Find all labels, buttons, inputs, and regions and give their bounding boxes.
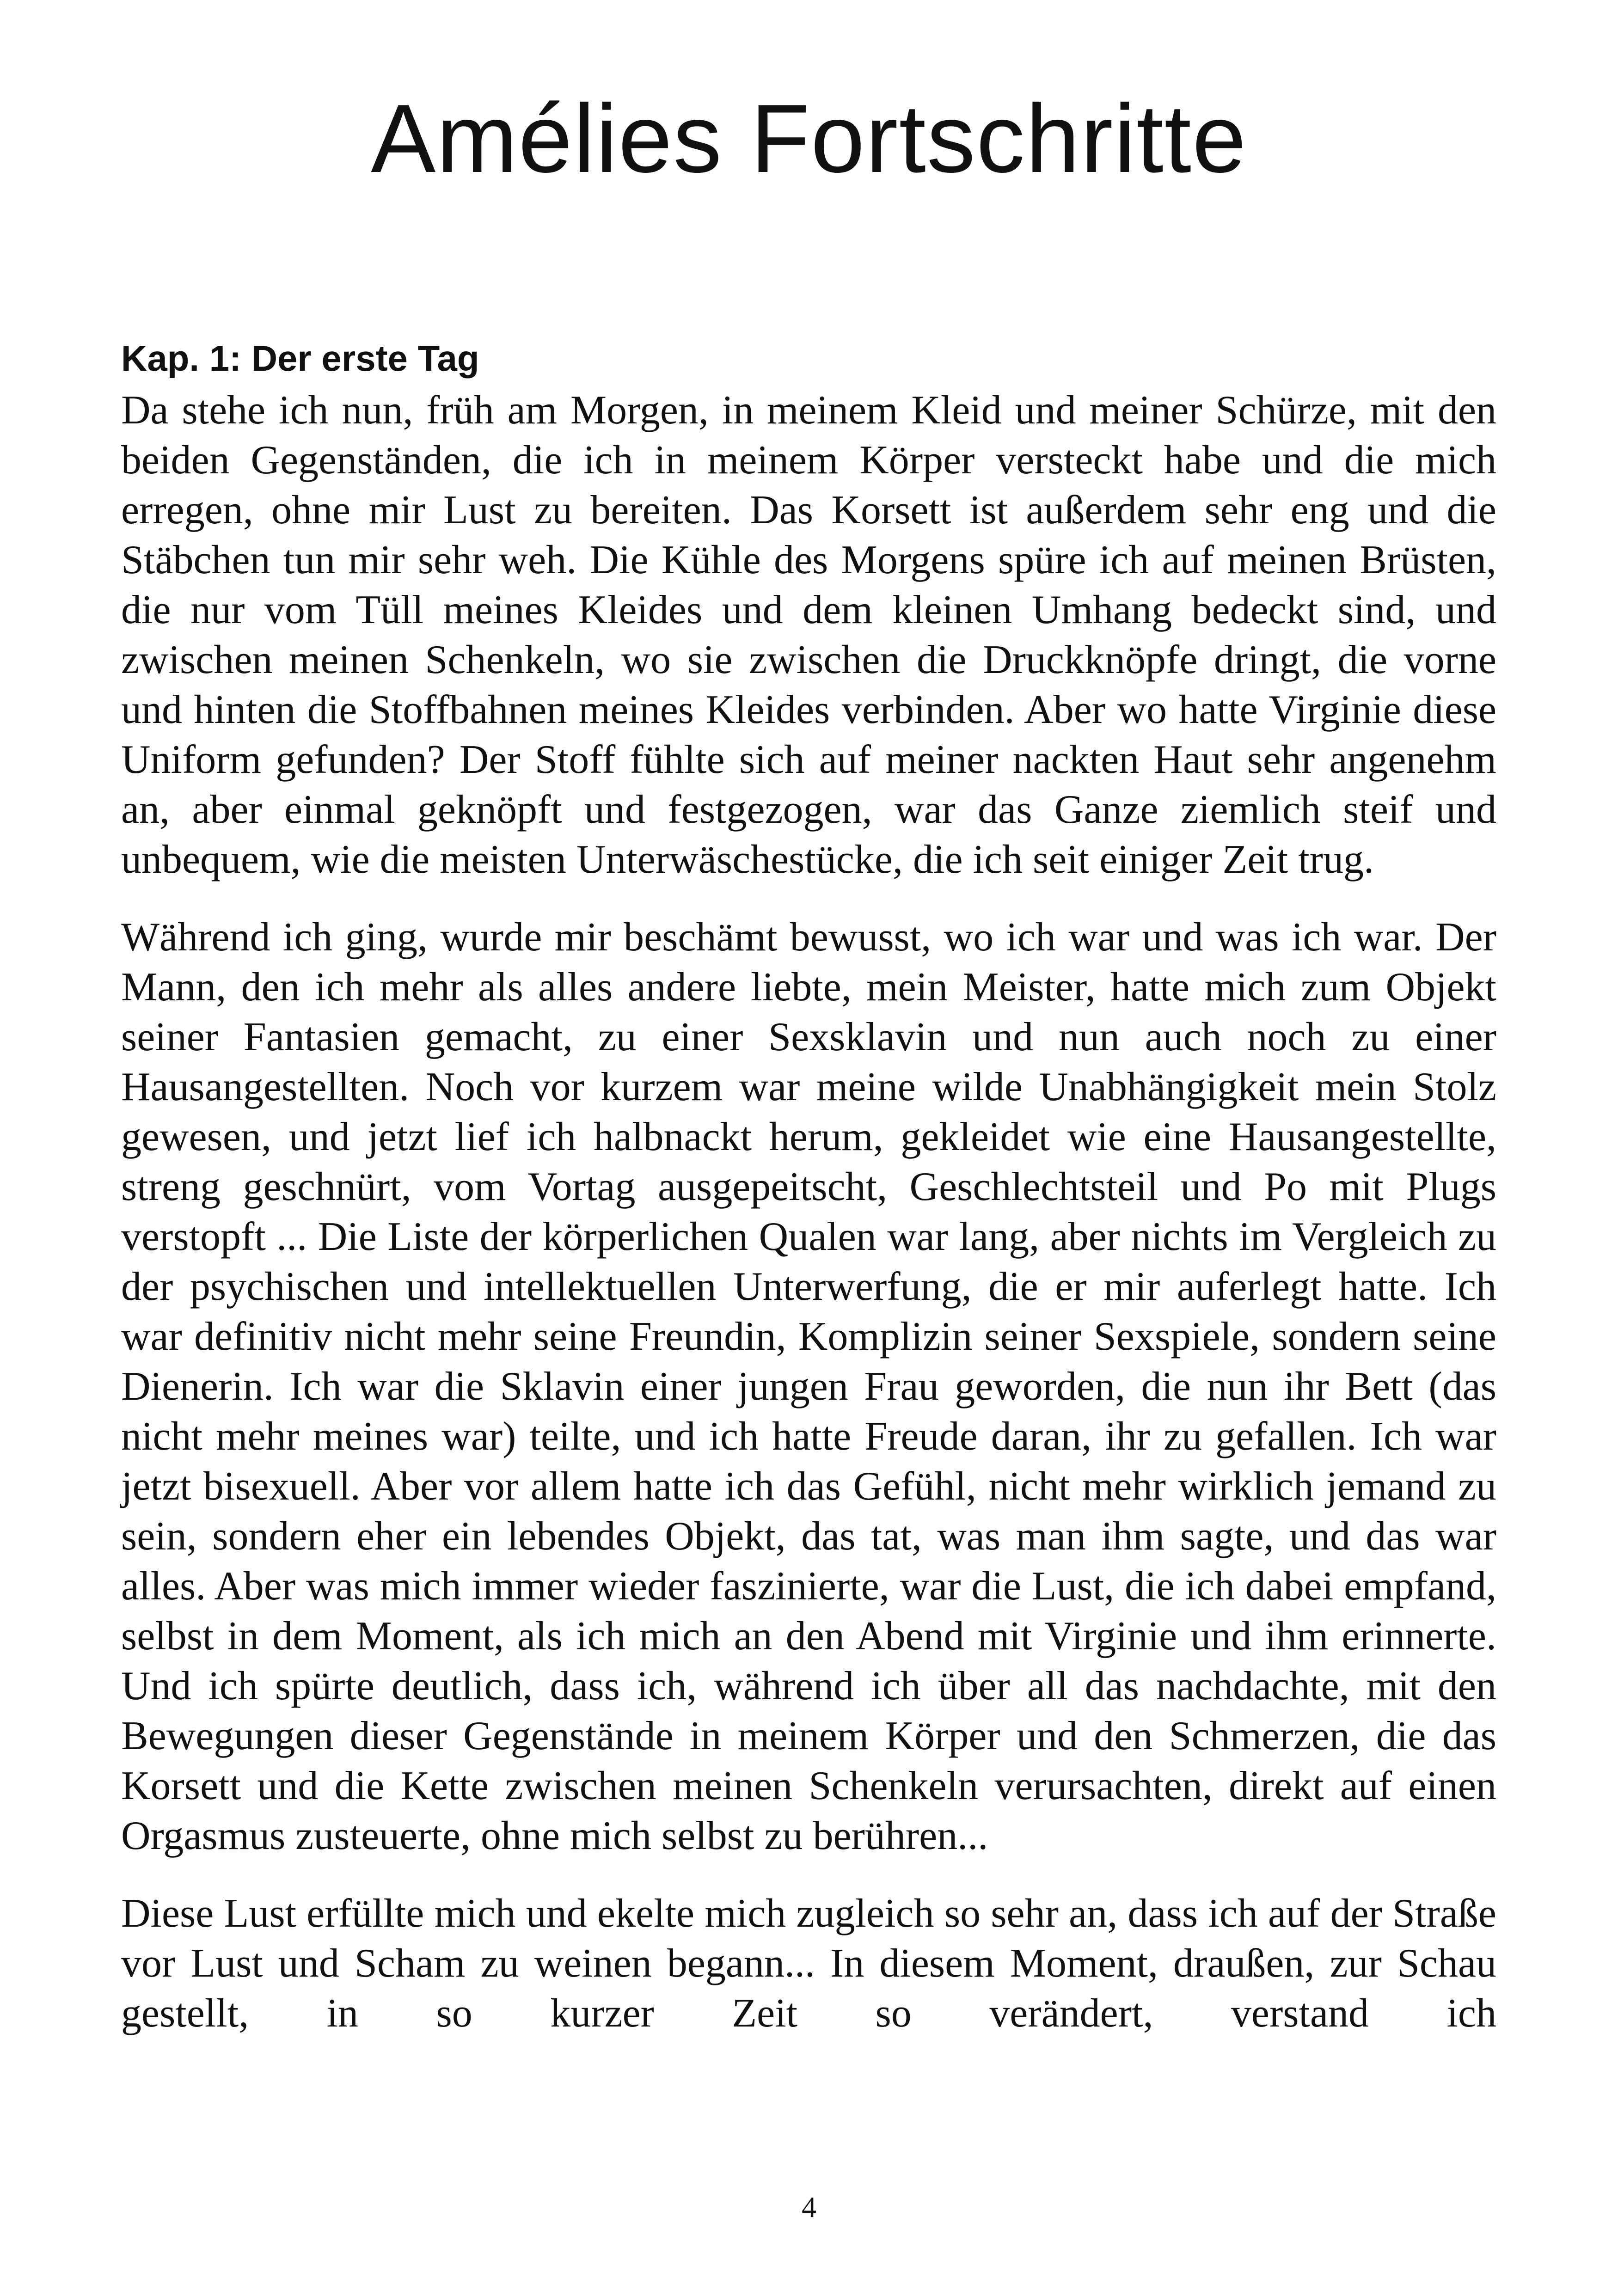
page-number: 4 — [802, 2191, 816, 2223]
chapter-heading: Kap. 1: Der erste Tag — [121, 338, 479, 379]
paragraph-1: Da stehe ich nun, früh am Morgen, in meinem Kleid und meiner Schürze, mit den beiden Gegenständen, die ich in meinem Körper versteckt habe und die mich erregen, ohne mir Lust zu bereiten. Das Korsett ist außerdem sehr eng und die Stäbchen tun mir sehr weh. Die Kühle des Morgens spüre ich auf meinen Brüsten, die nur vom Tüll meines Kleides und dem kleinen Umhang bedeckt sind, und zwischen meinen Schenkeln, wo sie zwischen die Druckknöpfe dringt, die vorne und hinten die Stoffbahnen meines Kleides verbinden. Aber wo hatte Virginie diese Uniform gefunden? Der Stoff fühlte sich auf meiner nackten Haut sehr angenehm an, aber einmal geknöpft und festgezogen, war das Ganze ziemlich steif und unbequem, wie die meisten Unterwäschestücke, die ich seit einiger Zeit trug. — [121, 388, 1496, 882]
paragraph-3: Diese Lust erfüllte mich und ekelte mich zugleich so sehr an, dass ich auf der Straße vor Lust und Scham zu weinen begann... In diesem Moment, draußen, zur Schau gestellt, in so kurzer Zeit so verändert, verstand ich — [121, 1891, 1496, 2036]
page-content — [121, 333, 1496, 2066]
paragraph-2: Während ich ging, wurde mir beschämt bewusst, wo ich war und was ich war. Der Mann, den ich mehr als alles andere liebte, mein Meister, hatte mich zum Objekt seiner Fantasien gemacht, zu einer Sexsklavin und nun auch noch zu einer Hausangestellten. Noch vor kurzem war meine wilde Unabhängigkeit mein Stolz gewesen, und jetzt lief ich halbnackt herum, gekleidet wie eine Hausangestellte, streng geschnürt, vom Vortag ausgepeitscht, Geschlechtsteil und Po mit Plugs verstopft ... Die Liste der körperlichen Qualen war lang, aber nichts im Vergleich zu der psychischen und intellektuellen Unterwerfung, die er mir auferlegt hatte. Ich war definitiv nicht mehr seine Freundin, Komplizin seiner Sexspiele, sondern seine Dienerin. Ich war die Sklavin einer jungen Frau geworden, die nun ihr Bett (das nicht mehr meines war) teilte, und ich hatte Freude daran, ihr zu gefallen. Ich war jetzt bisexuell. Aber vor allem hatte ich das Gefühl, nicht mehr wirklich jemand zu sein, sondern eher ein lebendes Objekt, das tat, was man ihm sagte, und das war alles. Aber was mich immer wieder faszinierte, war die Lust, die ich dabei empfand, selbst in dem Moment, als ich mich an den Abend mit Virginie und ihm erinnerte. Und ich spürte deutlich, dass ich, während ich über all das nachdachte, mit den Bewegungen dieser Gegenstände in meinem Körper und den Schmerzen, die das Korsett und die Kette zwischen meinen Schenkeln verursachten, direkt auf einen Orgasmus zusteuerte, ohne mich selbst zu berühren... — [121, 915, 1496, 1858]
book-title: Amélies Fortschritte — [371, 84, 1247, 193]
